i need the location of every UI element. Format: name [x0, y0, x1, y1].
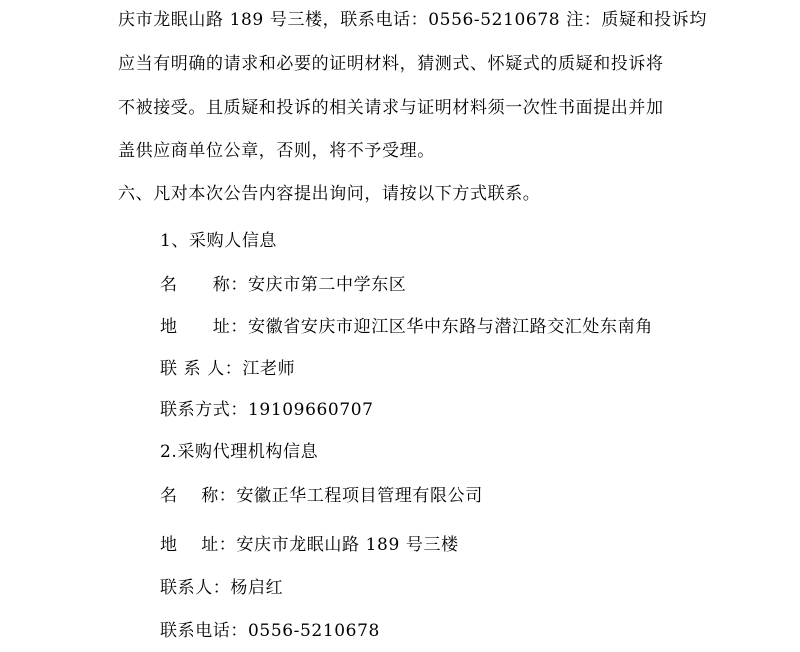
purchaser-address-label: 地 址： — [160, 317, 248, 337]
purchaser-contact-value: 江老师 — [242, 359, 296, 379]
agency-name-value: 安徽正华工程项目管理有限公司 — [236, 486, 483, 506]
section-6-heading: 六、凡对本次公告内容提出询问，请按以下方式联系。 — [118, 184, 541, 204]
agency-phone-value: 0556-5210678 — [248, 621, 380, 641]
agency-address-value: 安庆市龙眠山路 189 号三楼 — [236, 535, 459, 555]
agency-address-row — [160, 537, 459, 554]
agency-heading: 2.采购代理机构信息 — [160, 442, 319, 462]
purchaser-name-label: 名 称： — [160, 275, 248, 295]
purchaser-phone-value: 19109660707 — [248, 400, 374, 420]
purchaser-heading: 1、采购人信息 — [160, 231, 278, 251]
agency-contact-label: 联系人： — [160, 578, 231, 598]
purchaser-contact-row — [160, 361, 295, 378]
agency-address-label: 地 址： — [160, 535, 237, 555]
purchaser-address-value: 安徽省安庆市迎江区华中东路与潜江路交汇处东南角 — [248, 317, 653, 337]
purchaser-contact-label: 联 系 人： — [160, 359, 243, 379]
agency-contact-row — [160, 580, 283, 597]
purchaser-phone-label: 联系方式： — [160, 400, 248, 420]
paragraph-line-3: 不被接受。且质疑和投诉的相关请求与证明材料须一次性书面提出并加 — [118, 98, 664, 118]
agency-name-label: 名 称： — [160, 486, 237, 506]
paragraph-line-4: 盖供应商单位公章，否则，将不予受理。 — [118, 141, 435, 161]
agency-phone-label: 联系电话： — [160, 621, 248, 641]
purchaser-address-row — [160, 319, 653, 336]
purchaser-name-value: 安庆市第二中学东区 — [248, 275, 407, 295]
agency-name-row — [160, 488, 483, 505]
agency-contact-value: 杨启红 — [230, 578, 284, 598]
paragraph-line-2: 应当有明确的请求和必要的证明材料，猜测式、怀疑式的质疑和投诉将 — [118, 54, 664, 74]
purchaser-phone-row — [160, 402, 374, 419]
agency-phone-row — [160, 623, 380, 640]
paragraph-line-1: 庆市龙眠山路 189 号三楼，联系电话：0556-5210678 注：质疑和投诉均 — [118, 10, 707, 30]
purchaser-name-row — [160, 277, 406, 294]
